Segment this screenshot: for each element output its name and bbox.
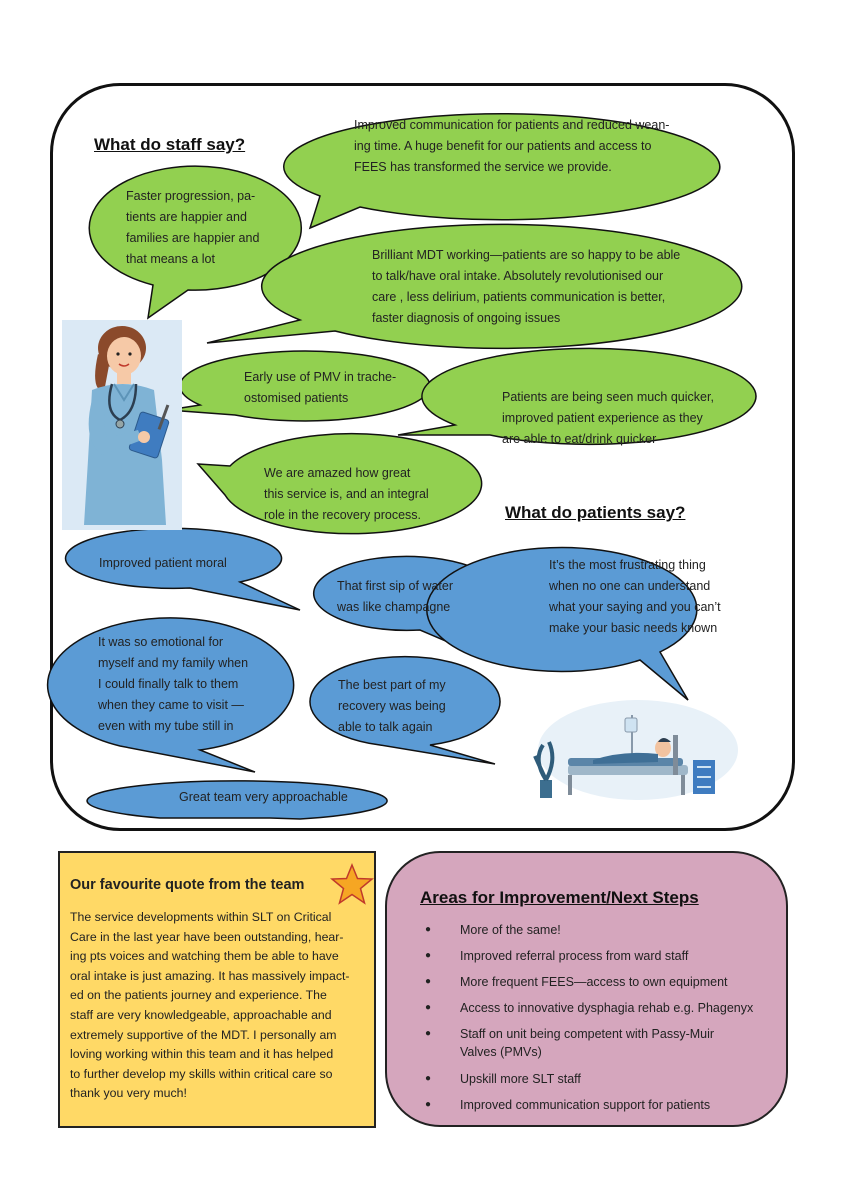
- patient-bubble-2-text: That first sip of water was like champagne: [337, 579, 454, 614]
- staff-bubble-3-text: Brilliant MDT working—patients are so happy to be able to talk/have oral intake. Absolutely revolutionised our care , less delirium, patients communication is better, faster diagnosis of ongoing issues: [372, 248, 681, 325]
- improvements-title: Areas for Improvement/Next Steps: [420, 888, 699, 907]
- patient-in-bed-illustration: [513, 690, 743, 805]
- star-icon: [330, 863, 374, 905]
- quote-title: Our favourite quote from the team: [70, 877, 305, 893]
- patient-bubble-4-text: It was so emotional for myself and my family when I could finally talk to them when they came to visit — even with my tube still in: [98, 635, 249, 733]
- bullet-icon: ●: [425, 1028, 432, 1039]
- bullet-icon: ●: [425, 976, 432, 987]
- patient-bubble-1-text: Improved patient moral: [99, 556, 227, 570]
- nurse-illustration: [62, 320, 182, 530]
- bullet-icon: ●: [425, 950, 432, 961]
- patient-bubble-3-text: It’s the most frustrating thing when no one can understand what your saying and you can’t make your basic needs known: [549, 558, 721, 635]
- bullet-icon: ●: [425, 1073, 432, 1084]
- staff-bubble-6-text: We are amazed how great this service is, and an integral role in the recovery process.: [264, 466, 429, 522]
- patient-heading: What do patients say?: [505, 503, 686, 522]
- staff-bubble-5-text: Patients are being seen much quicker, improved patient experience as they are able to eat/drink quicker: [502, 390, 714, 446]
- staff-bubble-1-text: Improved communication for patients and reduced wean- ing time. A huge benefit for our patients and access to FEES has transformed the service we provide.: [354, 118, 670, 174]
- quote-text: The service developments within SLT on Critical Care in the last year have been outstanding, hear- ing pts voices and watching them be able to have oral intake is just amazing. It has massively impact- ed on the patients journey and experience. The staff are very knowledgeable, approachable and extremely supportive of the MDT. I personally am loving working within this team and it has helped to further develop my skills within critical care so thank you very much!: [70, 910, 350, 1101]
- patient-bubble-5-text: The best part of my recovery was being able to talk again: [338, 678, 446, 734]
- staff-heading: What do staff say?: [94, 135, 246, 154]
- staff-bubble-4-text: Early use of PMV in trache- ostomised patients: [244, 370, 397, 405]
- staff-bubble-2-text: Faster progression, pa- tients are happier and families are happier and that means a lot: [126, 189, 260, 266]
- patient-bubble-6-text: Great team very approachable: [179, 790, 348, 804]
- bullet-icon: ●: [425, 1002, 432, 1013]
- bullet-icon: ●: [425, 924, 432, 935]
- favourite-quote-box: [58, 851, 376, 1128]
- bullet-icon: ●: [425, 1099, 432, 1110]
- improvements-box: Areas for Improvement/Next Steps ● More of the same! ● Improved referral process from ward staff ● More frequent FEES—access to own equipment ● Access to innovative dysphagia rehab e.g. Phagenyx ● Staff on unit being competent with Passy-Muir Valves (PMVs) ● Upskill more SLT staff ● Improved communication support for patients: [385, 851, 788, 1127]
